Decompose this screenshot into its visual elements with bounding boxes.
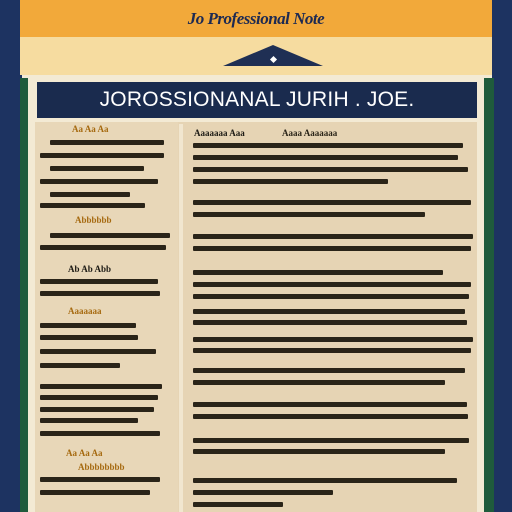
text-line <box>193 490 333 495</box>
text-line <box>50 233 170 238</box>
text-line <box>40 418 138 423</box>
left-accent-stripe <box>20 78 28 512</box>
masthead-title: Jo Professional Note <box>187 8 325 28</box>
text-line <box>40 477 160 482</box>
text-line <box>193 402 467 407</box>
intro-heading: Aaaaaaa Aaa <box>194 128 245 138</box>
masthead-bar <box>20 0 492 37</box>
column-divider <box>179 124 183 512</box>
text-line <box>40 323 136 328</box>
text-line <box>193 234 473 239</box>
text-line <box>193 337 473 342</box>
right-accent-stripe <box>484 78 494 512</box>
text-line <box>193 167 468 172</box>
sidebar-heading: Aa Aa Aa <box>66 448 103 458</box>
sidebar-heading: Abbbbbb <box>75 215 112 225</box>
text-line <box>193 143 463 148</box>
text-line <box>40 349 156 354</box>
text-line <box>193 414 468 419</box>
text-line <box>193 155 458 160</box>
text-line <box>40 384 162 389</box>
text-line <box>193 212 425 217</box>
text-line <box>193 309 465 314</box>
text-line <box>193 348 471 353</box>
sidebar-heading: Aa Aa Aa <box>72 124 109 134</box>
text-line <box>193 502 283 507</box>
text-line <box>50 140 164 145</box>
text-line <box>40 335 138 340</box>
text-line <box>193 179 388 184</box>
text-line <box>193 380 445 385</box>
text-line <box>193 246 471 251</box>
text-line <box>40 203 145 208</box>
text-line <box>193 438 469 443</box>
text-line <box>193 320 467 325</box>
text-line <box>193 478 457 483</box>
text-line <box>193 270 443 275</box>
document-title-banner <box>37 82 477 118</box>
text-line <box>193 368 465 373</box>
text-line <box>40 245 166 250</box>
text-line <box>40 395 158 400</box>
right-border <box>492 0 512 512</box>
text-line <box>40 363 120 368</box>
text-line <box>40 490 150 495</box>
sidebar-heading: Aaaaaaa <box>68 306 102 316</box>
text-line <box>193 294 469 299</box>
text-line <box>40 407 154 412</box>
text-line <box>193 449 445 454</box>
sidebar-heading: Abbbbbbbb <box>78 462 125 472</box>
left-border <box>0 0 22 512</box>
text-line <box>40 431 160 436</box>
sidebar-heading: Ab Ab Abb <box>68 264 112 274</box>
text-line <box>193 200 471 205</box>
text-line <box>50 192 130 197</box>
ribbon-band <box>20 37 492 75</box>
text-line <box>193 282 471 287</box>
text-line <box>40 279 158 284</box>
text-line <box>40 179 158 184</box>
text-line <box>40 153 164 158</box>
text-line <box>40 291 160 296</box>
document-title: JOROSSIONANAL JURIH . JOE. <box>99 88 415 111</box>
intro-subheading: Aaaa Aaaaaaa <box>282 128 338 138</box>
text-line <box>50 166 144 171</box>
